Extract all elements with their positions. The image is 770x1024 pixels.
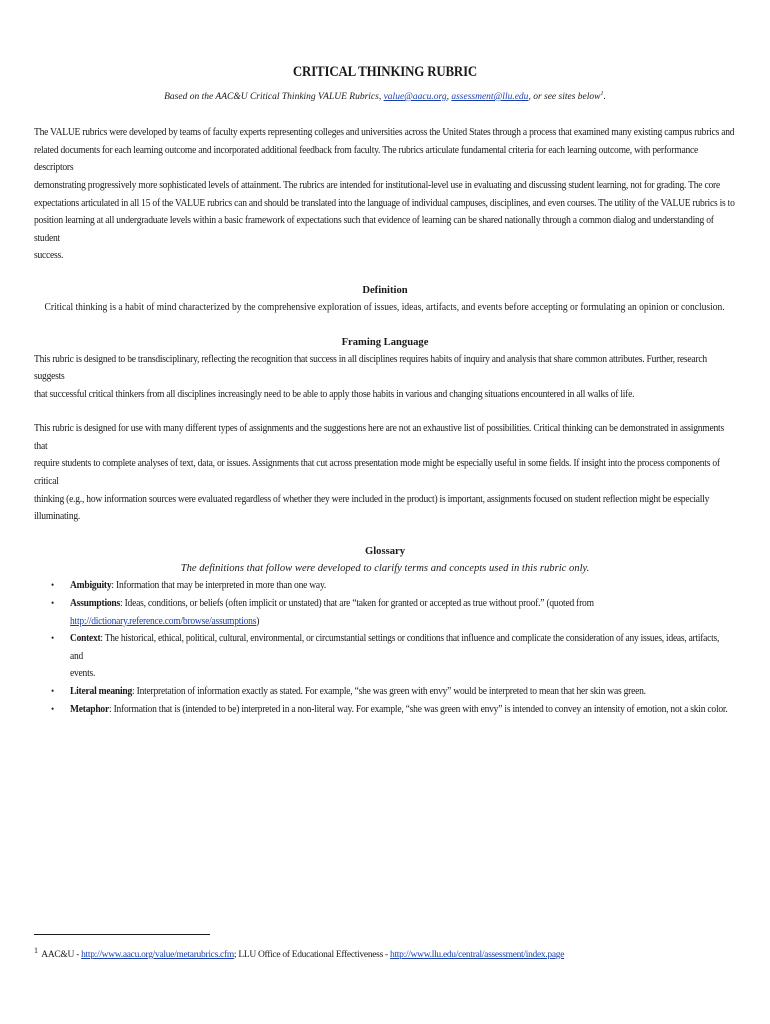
- framing-line: illuminating.: [34, 511, 81, 523]
- bullet-icon: •: [51, 633, 54, 644]
- glossary-definition: : Information that may be interpreted in more than one way.: [111, 580, 327, 592]
- intro-line: expectations articulated in all 15 of the VALUE rubrics can and should be translated into the language of individual campuses, disciplines, and even courses. The utility of the VALUE rubrics is to: [34, 197, 735, 209]
- llu-link[interactable]: http://www.llu.edu/central/assessment/index.page: [390, 950, 565, 960]
- glossary-item-assumptions: [34, 595, 736, 630]
- bullet-icon: •: [51, 686, 54, 696]
- definition-line: Critical thinking is a habit of mind characterized by the comprehensive exploration of issues, ideas, artifacts, and events before accepting or formulating an opinion or conclusion.: [44, 301, 726, 313]
- glossary-term: Metaphor: [70, 703, 109, 715]
- definition-heading: Definition: [362, 284, 408, 296]
- intro-paragraph: [34, 124, 736, 265]
- glossary-definition: : The historical, ethical, political, cultural, environmental, or circumstantial settings or conditions that influence and complicate the consideration of any issues, ideas, artifacts, and: [70, 633, 720, 662]
- glossary-definition: : Information that is (intended to be) interpreted in a non-literal way. For example, “she was green with envy” is intended to convey an intensity of emotion, not a skin color.: [108, 703, 728, 715]
- glossary-definition-end: ): [256, 615, 260, 627]
- document-title: CRITICAL THINKING RUBRIC: [292, 64, 478, 80]
- intro-line: success.: [34, 250, 64, 262]
- glossary-term: Ambiguity: [70, 580, 112, 592]
- definition-text: [34, 299, 736, 317]
- glossary-definition: : Ideas, conditions, or beliefs (often implicit or unstated) that are “taken for granted or accepted as true without proof.” (quoted from: [119, 598, 594, 610]
- footnote-prefix: AAC&U -: [39, 950, 82, 960]
- framing-line: This rubric is designed for use with many different types of assignments and the suggestions here are not an exhaustive list of possibilities. Critical thinking can be demonstrated in assignments that: [34, 423, 724, 452]
- glossary-item-metaphor: [34, 701, 736, 719]
- glossary-term: Assumptions: [70, 598, 120, 610]
- subtitle-tail: .: [603, 92, 606, 103]
- glossary-list: [34, 577, 736, 718]
- intro-line: related documents for each learning outcome and incorporated additional feedback from faculty. The rubrics articulate fundamental criteria for each learning outcome, with performance descriptors: [34, 144, 699, 174]
- footnote-mid: ; LLU Office of Educational Effectiveness -: [233, 950, 390, 960]
- footnote-marker: 1: [600, 91, 604, 97]
- framing-paragraph-1: [34, 351, 736, 404]
- email-link-aacu[interactable]: value@aacu.org: [383, 92, 447, 103]
- glossary-item-context: [34, 630, 736, 683]
- framing-heading: Framing Language: [341, 336, 429, 348]
- footnote: [34, 944, 564, 962]
- glossary-definition-line2: events.: [70, 668, 96, 680]
- bullet-icon: •: [51, 598, 54, 609]
- framing-line: require students to complete analyses of text, data, or issues. Assignments that cut across presentation mode might be especially useful in some fields. If insight into the process components of critical: [34, 458, 720, 488]
- glossary-intro: The definitions that follow were developed to clarify terms and concepts used in this rubric only.: [180, 562, 590, 574]
- glossary-item-literal-meaning: [34, 683, 736, 701]
- glossary-term: Literal meaning: [70, 686, 133, 697]
- glossary-item-ambiguity: [34, 577, 736, 595]
- framing-line: thinking (e.g., how information sources were evaluated regardless of whether they were included in the product) is important, assignments focused on student reflection might be especially: [34, 493, 710, 505]
- aacu-link[interactable]: http://www.aacu.org/value/metarubrics.cfm: [81, 950, 234, 960]
- subtitle-suffix: , or see sites below: [528, 92, 601, 103]
- bullet-icon: •: [51, 580, 54, 591]
- framing-line: This rubric is designed to be transdisciplinary, reflecting the recognition that success in all disciplines requires habits of inquiry and analysis that share common attributes. Further, research suggests: [34, 353, 707, 383]
- framing-paragraph-2: [34, 420, 736, 526]
- email-link-llu[interactable]: assessment@llu.edu: [451, 92, 529, 103]
- dictionary-link[interactable]: http://dictionary.reference.com/browse/assumptions: [70, 615, 257, 627]
- document-subtitle: [34, 91, 736, 102]
- intro-line: position learning at all undergraduate levels within a basic framework of expectations such that evidence of learning can be shared nationally through a common dialog and understanding of student: [34, 215, 714, 244]
- bullet-icon: •: [51, 703, 54, 714]
- document-body: [34, 64, 736, 718]
- subtitle-sep: ,: [446, 92, 449, 103]
- subtitle-prefix: Based on the AAC&U Critical Thinking VALUE Rubrics,: [164, 92, 382, 103]
- footnote-number: 1: [34, 946, 38, 955]
- framing-line: that successful critical thinkers from all disciplines increasingly need to be able to apply those habits in various and changing situations encountered in all walks of life.: [34, 388, 635, 400]
- glossary-term: Context: [70, 633, 101, 645]
- intro-line: demonstrating progressively more sophisticated levels of attainment. The rubrics are intended for institutional-level use in evaluating and discussing student learning, not for grading. The core: [34, 179, 720, 191]
- intro-line: The VALUE rubrics were developed by teams of faculty experts representing colleges and universities across the United States through a process that examined many existing campus rubrics and: [34, 127, 735, 139]
- footnote-divider: [34, 934, 210, 935]
- glossary-definition: : Interpretation of information exactly as stated. For example, “she was green with envy” would be interpreted to mean that her skin was green.: [132, 686, 646, 697]
- glossary-heading: Glossary: [364, 545, 406, 557]
